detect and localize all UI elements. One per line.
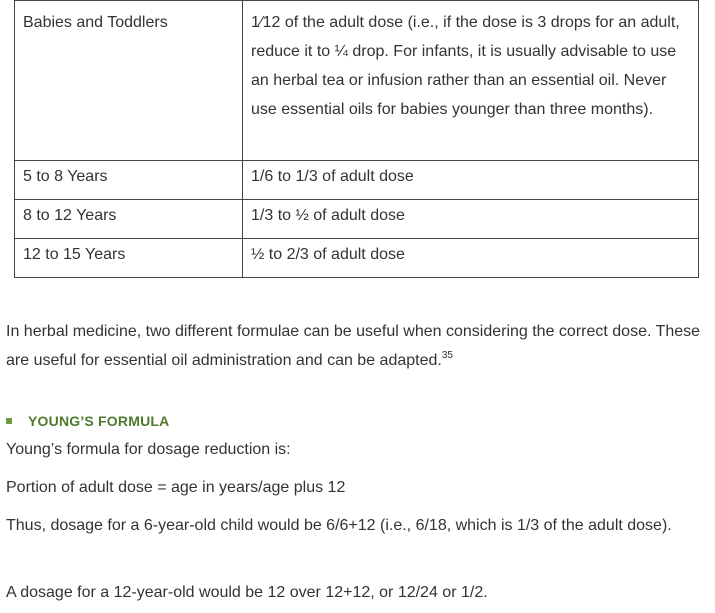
dose-cell [243,161,699,200]
body-line-3: Thus, dosage for a 6-year-old child would be 6/6+12 (i.e., 6/18, which is 1/3 of the adult dose). [6,517,672,534]
table-row [15,200,699,239]
table-row [15,1,699,161]
age-cell [15,200,243,239]
age-text: 8 to 12 Years [23,207,117,224]
dosage-table [14,0,699,278]
body-line-4: A dosage for a 12-year-old would be 12 over 12+12, or 12/24 or 1/2. [6,584,488,601]
age-cell [15,161,243,200]
table-row [15,239,699,278]
age-cell [15,239,243,278]
dose-cell [243,239,699,278]
dose-text: 1/6 to 1/3 of adult dose [251,168,414,185]
dose-cell: 1⁄12 of the adult dose (i.e., if the dose is 3 drops for an adult, reduce it to ¼ drop. For infants, it is usually advisable to use an herbal tea or infusion rather than an essential oil. Never use essential oils for babies younger than three months). [243,1,699,161]
dose-text: 1/3 to ½ of adult dose [251,207,405,224]
table-row [15,161,699,200]
section-heading [6,410,169,432]
dose-cell [243,200,699,239]
dose-text: ½ to 2/3 of adult dose [251,246,405,263]
age-text: 12 to 15 Years [23,246,126,263]
section-heading-text: YOUNG’S FORMULA [28,413,170,429]
intro-paragraph [6,317,706,375]
age-cell: Babies and Toddlers [15,1,243,161]
intro-text: In herbal medicine, two different formulae can be useful when considering the correct dose. These are useful for essential oil administration and can be adapted. [6,323,701,369]
footnote-marker: 35 [441,350,453,361]
body-line-2: Portion of adult dose = age in years/age plus 12 [6,479,346,496]
age-text: 5 to 8 Years [23,168,108,185]
body-line-1: Young’s formula for dosage reduction is: [6,441,291,458]
square-bullet-icon [6,418,12,424]
